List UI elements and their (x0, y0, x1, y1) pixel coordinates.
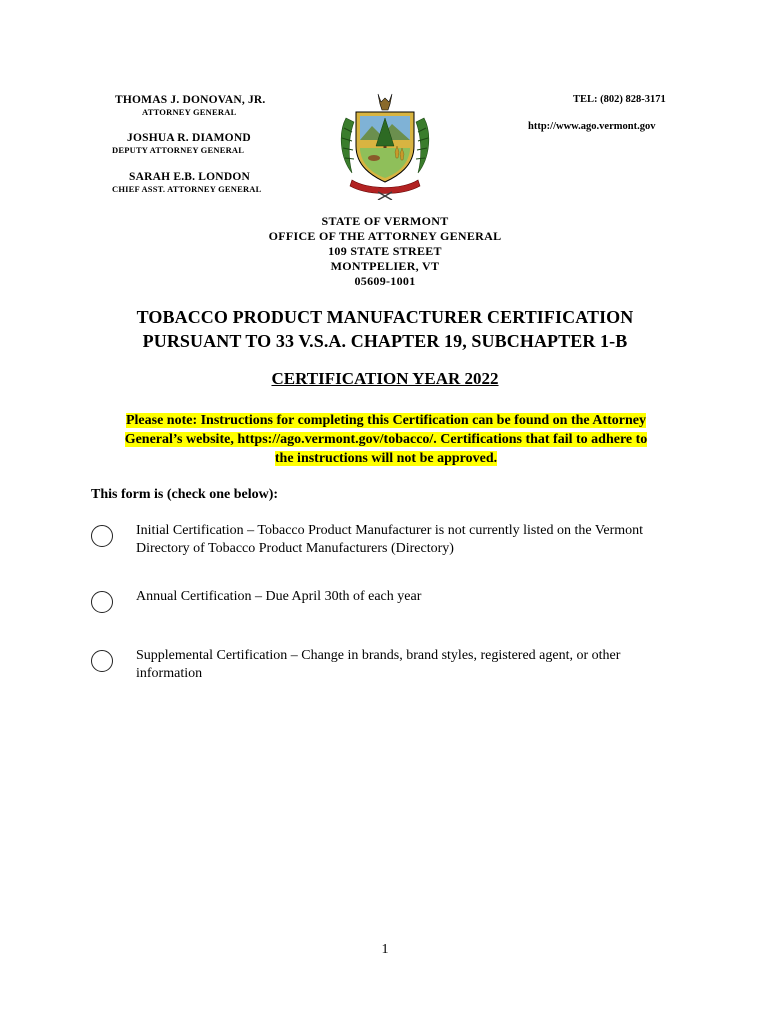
attorney-general-title: ATTORNEY GENERAL (142, 107, 237, 117)
chief-asst-attorney-general-title: CHIEF ASST. ATTORNEY GENERAL (112, 184, 262, 194)
document-title (0, 305, 770, 353)
deputy-attorney-general-title: DEPUTY ATTORNEY GENERAL (112, 145, 245, 155)
address-block (0, 214, 770, 289)
certification-year-heading (0, 369, 770, 389)
note-line-1: Please note: Instructions for completing this Certification can be found on the Attorney (125, 413, 647, 428)
initial-certification-radio[interactable] (91, 525, 113, 547)
document-title-line2: PURSUANT TO 33 V.S.A. CHAPTER 19, SUBCHAPTER 1-B (142, 331, 628, 351)
address-office: OFFICE OF THE ATTORNEY GENERAL (268, 229, 502, 243)
chief-asst-attorney-general-name: SARAH E.B. LONDON (129, 171, 250, 183)
address-zip: 05609-1001 (354, 274, 416, 288)
note-line-2: General’s website, https://ago.vermont.gov/tobacco/. Certifications that fail to adhere to (124, 432, 648, 447)
certification-year: CERTIFICATION YEAR 2022 (271, 369, 499, 388)
address-state: STATE OF VERMONT (321, 214, 449, 228)
supplemental-certification-radio[interactable] (91, 650, 113, 672)
annual-certification-label: Annual Certification – Due April 30th of each year (136, 589, 422, 604)
note-line-3: the instructions will not be approved. (274, 451, 498, 466)
annual-certification-radio[interactable] (91, 591, 113, 613)
supplemental-certification-label: Supplemental Certification – Change in brands, brand styles, registered agent, or other information (136, 648, 621, 681)
vermont-state-seal (338, 88, 432, 200)
instructions-note (96, 411, 676, 468)
document-title-line1: TOBACCO PRODUCT MANUFACTURER CERTIFICATION (136, 307, 634, 327)
deputy-attorney-general-name: JOSHUA R. DIAMOND (127, 132, 251, 144)
attorney-general-name: THOMAS J. DONOVAN, JR. (115, 94, 266, 106)
website-link[interactable]: http://www.ago.vermont.gov (528, 121, 656, 132)
telephone-number: TEL: (802) 828-3171 (573, 94, 666, 105)
form-instruction-label: This form is (check one below): (91, 487, 279, 502)
page-number: 1 (381, 942, 389, 957)
vermont-coat-of-arms-icon (338, 88, 432, 200)
address-street: 109 STATE STREET (328, 244, 442, 258)
initial-certification-label: Initial Certification – Tobacco Product Manufacturer is not currently listed on the Vermont Directory of Tobacco Product Manufacturers (Directory) (136, 523, 644, 556)
address-city: MONTPELIER, VT (330, 259, 440, 273)
